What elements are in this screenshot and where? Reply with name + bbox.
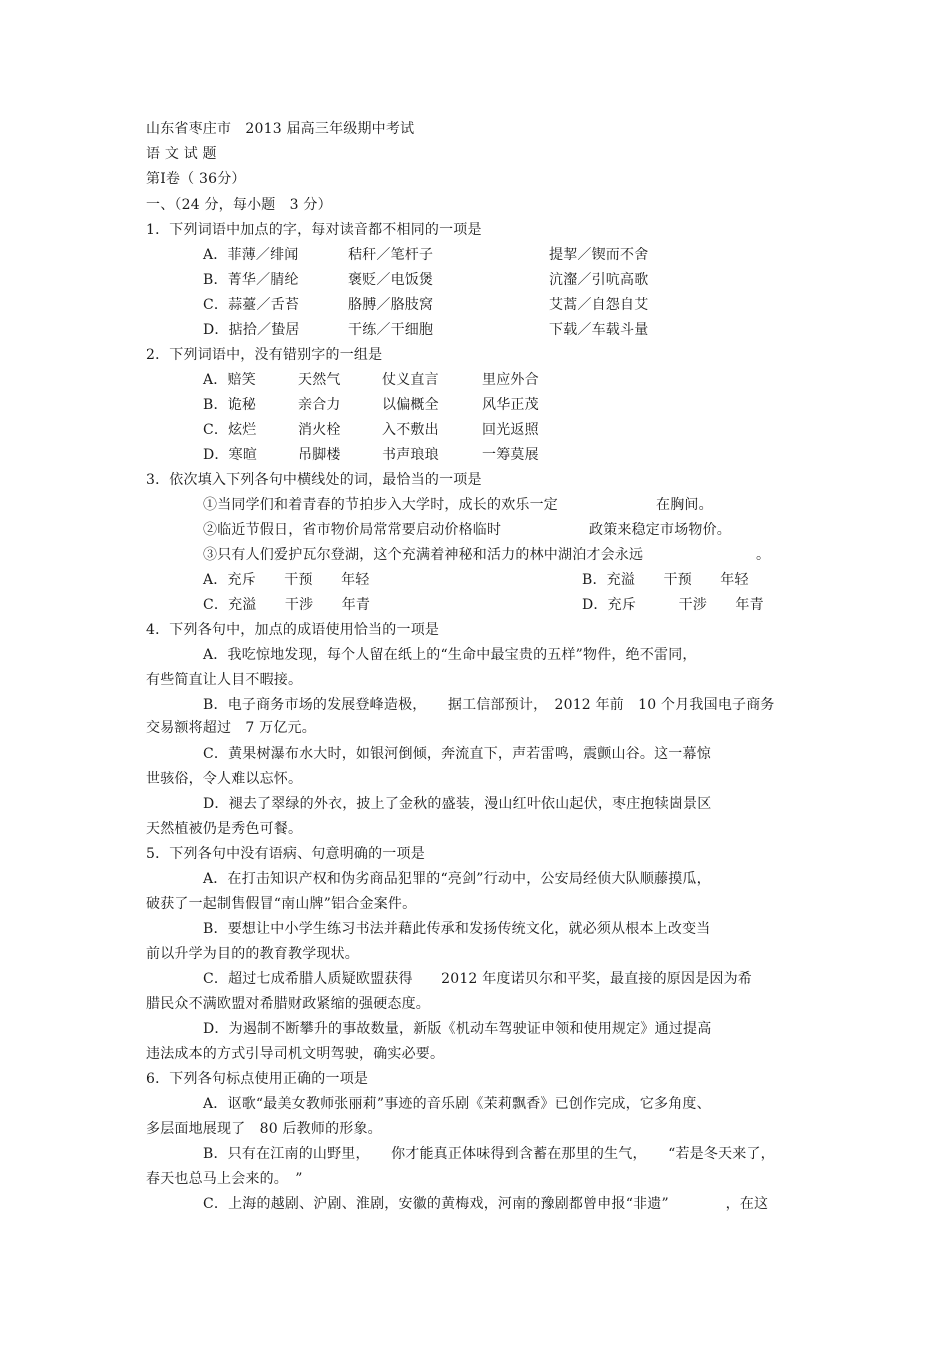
q2-option-b-w3: 以偏概全 xyxy=(382,397,439,413)
q5-option-c-line2: 腊民众不满欧盟对希腊财政紧缩的强硬态度。 xyxy=(146,996,430,1012)
q2-option-a-w4: 里应外合 xyxy=(482,372,539,388)
q3-option-c: C．充溢 干涉 年青 xyxy=(203,597,371,613)
q6-stem: 6．下列各句标点使用正确的一项是 xyxy=(146,1071,369,1087)
q2-option-d-w2: 吊脚楼 xyxy=(298,447,341,463)
q3-sentence1: ①当同学们和着青春的节拍步入大学时，成长的欢乐一定 xyxy=(203,497,558,513)
q5-option-d-line1: D．为遏制不断攀升的事故数量，新版《机动车驾驶证申领和使用规定》通过提高 xyxy=(203,1021,712,1037)
q6-option-b-line1: B．只有在江南的山野里， 你才能真正体味得到含蓄在那里的生气， “若是冬天来了， xyxy=(203,1146,775,1162)
q2-option-d-w3: 书声琅琅 xyxy=(382,447,439,463)
section-heading: 一、（24 分，每小题 3 分） xyxy=(146,197,332,213)
q5-option-b-line2: 前以升学为目的的教育教学现状。 xyxy=(146,946,359,962)
q2-option-b-w4: 风华正茂 xyxy=(482,397,539,413)
q4-option-d-line2: 天然植被仍是秀色可餐。 xyxy=(146,821,303,837)
q4-option-c-line1: C．黄果树瀑布水大时，如银河倒倾，奔流直下，声若雷鸣，震颤山谷。这一幕惊 xyxy=(203,746,711,762)
q1-option-d-part1: D．掂拾／蛰居 xyxy=(203,322,300,338)
subject-title: 语 文 试 题 xyxy=(146,146,217,162)
q3-sentence2: ②临近节假日，省市物价局常常要启动价格临时 xyxy=(203,522,502,538)
q5-option-b-line1: B．要想让中小学生练习书法并藉此传承和发扬传统文化，就必须从根本上改变当 xyxy=(203,921,711,937)
q4-option-a-line1: A．我吃惊地发现，每个人留在纸上的“生命中最宝贵的五样”物件，绝不雷同， xyxy=(203,647,697,663)
q2-option-a-w2: 天然气 xyxy=(298,372,341,388)
q2-option-c-w1: C．炫烂 xyxy=(203,422,257,438)
q3-sentence3-end: 。 xyxy=(756,547,771,563)
q2-option-d-w1: D．寒暄 xyxy=(203,447,258,463)
q5-stem: 5．下列各句中没有语病、句意明确的一项是 xyxy=(146,846,425,862)
q1-option-d-part3: 下载／车载斗量 xyxy=(549,322,649,338)
q4-option-a-line2: 有些简直让人目不暇接。 xyxy=(146,672,303,688)
q1-option-c-part1: C．蒜薹／舌苔 xyxy=(203,297,300,313)
q1-option-b-part2: 褒贬／电饭煲 xyxy=(348,272,434,288)
q6-option-c-line1: C．上海的越剧、沪剧、淮剧，安徽的黄梅戏，河南的豫剧都曾申报“非遗” ，在这 xyxy=(203,1196,769,1212)
q3-sentence2-end: 政策来稳定市场物价。 xyxy=(589,522,731,538)
q2-option-d-w4: 一筹莫展 xyxy=(482,447,539,463)
q2-stem: 2．下列词语中，没有错别字的一组是 xyxy=(146,347,383,363)
q2-option-a-w1: A．赔笑 xyxy=(203,372,256,388)
q1-option-b-part1: B．菁华／腈纶 xyxy=(203,272,299,288)
q3-option-b: B．充溢 干预 年轻 xyxy=(582,572,749,588)
q5-option-d-line2: 违法成本的方式引导司机文明驾驶，确实必要。 xyxy=(146,1046,445,1062)
q2-option-b-w1: B．诡秘 xyxy=(203,397,257,413)
q3-stem: 3．依次填入下列各句中横线处的词，最恰当的一项是 xyxy=(146,472,482,488)
q4-option-b-line1: B．电子商务市场的发展登峰造极， 据工信部预计， 2012 年前 10 个月我国电子商务 xyxy=(203,697,775,713)
q1-option-a-part3: 提挈／锲而不舍 xyxy=(549,247,649,263)
q6-option-a-line1: A．讴歌“最美女教师张丽莉”事迹的音乐剧《茉莉飘香》已创作完成，它多角度、 xyxy=(203,1096,711,1112)
q1-option-b-part3: 沆瀣／引吭高歌 xyxy=(549,272,649,288)
q4-option-d-line1: D．褪去了翠绿的外衣，披上了金秋的盛装，漫山红叶依山起伏，枣庄抱犊崮景区 xyxy=(203,796,712,812)
q5-option-c-line1: C．超过七成希腊人质疑欧盟获得 2012 年度诺贝尔和平奖，最直接的原因是因为希 xyxy=(203,971,752,987)
q3-sentence3: ③只有人们爱护瓦尔登湖，这个充满着神秘和活力的林中湖泊才会永远 xyxy=(203,547,644,563)
q1-option-c-part2: 胳膊／胳肢窝 xyxy=(348,297,434,313)
q3-option-d: D．充斥 干涉 年青 xyxy=(582,597,764,613)
exam-title: 山东省枣庄市 2013 届高三年级期中考试 xyxy=(146,121,415,137)
q5-option-a-line2: 破获了一起制售假冒“南山牌”铝合金案件。 xyxy=(146,896,417,912)
q6-option-a-line2: 多层面地展现了 80 后教师的形象。 xyxy=(146,1121,382,1137)
q2-option-b-w2: 亲合力 xyxy=(298,397,341,413)
q2-option-c-w2: 消火栓 xyxy=(298,422,341,438)
q3-sentence1-end: 在胸间。 xyxy=(656,497,713,513)
volume-heading: 第Ⅰ卷（ 36分） xyxy=(146,171,246,187)
q1-option-a-part1: A．菲薄／绯闻 xyxy=(203,247,299,263)
q1-option-d-part2: 干练／干细胞 xyxy=(348,322,434,338)
q2-option-c-w3: 入不敷出 xyxy=(382,422,439,438)
q2-option-a-w3: 仗义直言 xyxy=(382,372,439,388)
q6-option-b-line2: 春天也总马上会来的。 ” xyxy=(146,1171,303,1187)
q2-option-c-w4: 回光返照 xyxy=(482,422,539,438)
q3-option-a: A．充斥 干预 年轻 xyxy=(203,572,370,588)
q1-stem: 1．下列词语中加点的字，每对读音都不相同的一项是 xyxy=(146,222,482,238)
q1-option-c-part3: 艾蒿／自怨自艾 xyxy=(549,297,649,313)
q4-stem: 4．下列各句中，加点的成语使用恰当的一项是 xyxy=(146,622,440,638)
q1-option-a-part2: 秸秆／笔杆子 xyxy=(348,247,434,263)
q4-option-b-line2: 交易额将超过 7 万亿元。 xyxy=(146,720,316,736)
q4-option-c-line2: 世骇俗，令人难以忘怀。 xyxy=(146,771,303,787)
q5-option-a-line1: A．在打击知识产权和伪劣商品犯罪的“亮剑”行动中，公安局经侦大队顺藤摸瓜， xyxy=(203,871,711,887)
